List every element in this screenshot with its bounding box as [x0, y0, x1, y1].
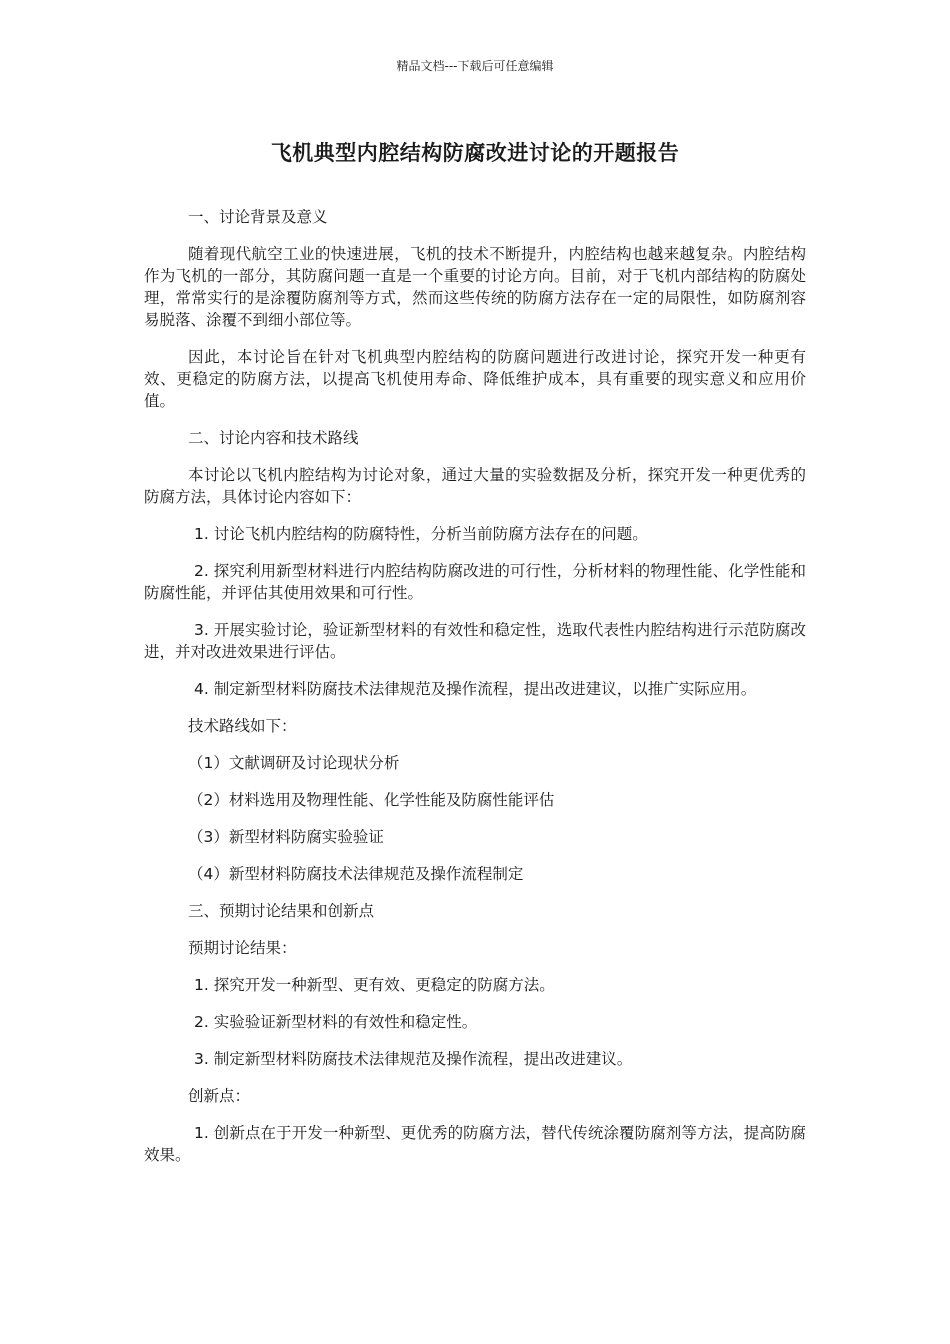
- expected-results-label: 预期讨论结果：: [188, 939, 297, 957]
- page-header: 精品文档---下载后可任意编辑: [396, 59, 554, 73]
- document-title: 飞机典型内腔结构防腐改进讨论的开题报告: [270, 141, 680, 165]
- expected-result-3: 3. 制定新型材料防腐技术法律规范及操作流程，提出改进建议。: [194, 1050, 633, 1068]
- expected-result-1: 1. 探究开发一种新型、更有效、更稳定的防腐方法。: [194, 976, 555, 994]
- section-heading-results: 三、预期讨论结果和创新点: [188, 902, 375, 920]
- paragraph-purpose: 因此，本讨论旨在针对飞机典型内腔结构的防腐问题进行改进讨论，探究开发一种更有效、更稳定的防腐方法，以提高飞机使用寿命、降低维护成本，具有重要的现实意义和应用价值。: [144, 348, 806, 410]
- paragraph-background: 随着现代航空工业的快速进展，飞机的技术不断提升，内腔结构也越来越复杂。内腔结构作为飞机的一部分，其防腐问题一直是一个重要的讨论方向。目前，对于飞机内部结构的防腐处理，常常实行的是涂覆防腐剂等方式，然而这些传统的防腐方法存在一定的局限性，如防腐剂容易脱落、涂覆不到细小部位等。: [144, 245, 806, 329]
- document-body: [144, 206, 806, 1181]
- section-heading-content: 二、讨论内容和技术路线: [188, 429, 359, 447]
- innovation-item-1: 1. 创新点在于开发一种新型、更优秀的防腐方法，替代传统涂覆防腐剂等方法，提高防腐效果。: [144, 1124, 806, 1164]
- route-step-1: （1）文献调研及讨论现状分析: [188, 754, 400, 772]
- technical-route-heading: 技术路线如下：: [188, 717, 297, 735]
- route-step-4: （4）新型材料防腐技术法律规范及操作流程制定: [188, 865, 524, 883]
- innovation-label: 创新点：: [188, 1087, 251, 1105]
- route-step-3: （3）新型材料防腐实验验证: [188, 828, 384, 846]
- route-step-2: （2）材料选用及物理性能、化学性能及防腐性能评估: [188, 791, 555, 809]
- content-item-1: 1. 讨论飞机内腔结构的防腐特性，分析当前防腐方法存在的问题。: [194, 525, 648, 543]
- paragraph-content-intro: 本讨论以飞机内腔结构为讨论对象，通过大量的实验数据及分析，探究开发一种更优秀的防腐方法，具体讨论内容如下：: [144, 466, 806, 506]
- content-item-4: 4. 制定新型材料防腐技术法律规范及操作流程，提出改进建议，以推广实际应用。: [194, 680, 757, 698]
- content-item-2: 2. 探究利用新型材料进行内腔结构防腐改进的可行性，分析材料的物理性能、化学性能和防腐性能，并评估其使用效果和可行性。: [144, 562, 806, 602]
- content-item-3: 3. 开展实验讨论，验证新型材料的有效性和稳定性，选取代表性内腔结构进行示范防腐改进，并对改进效果进行评估。: [144, 621, 806, 661]
- expected-result-2: 2. 实验验证新型材料的有效性和稳定性。: [194, 1013, 478, 1031]
- section-heading-background: 一、讨论背景及意义: [188, 208, 328, 226]
